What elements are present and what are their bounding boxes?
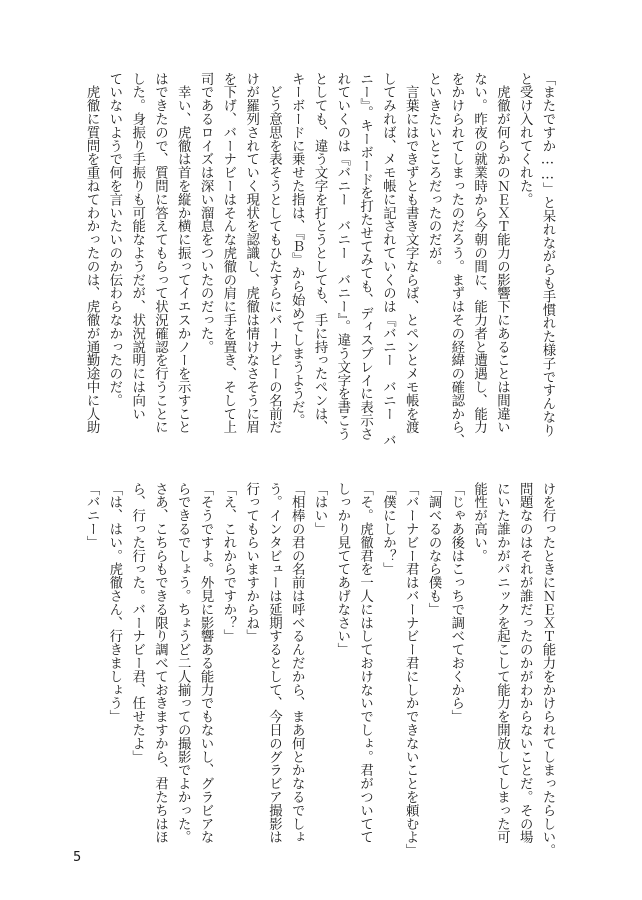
text-line: 「相棒の君の名前は呼べるんだから、まあ何とかなるでしょ [289,482,305,844]
text-line: 「バーナビー君はバーナビー君にしかできないことを頼むよ」 [403,482,419,858]
lower-text-column [82,482,558,858]
text-line: 「はい」 [312,482,328,536]
text-line: と受け入れてくれた。 [517,72,533,206]
text-line: けを行ったときにＮＥＸＴ能力をかけられてしまったらしい。 [540,482,555,858]
text-line: 「調べるのなら僕も」 [426,482,442,616]
text-line: しっかり見ててあげなさい」 [334,482,350,657]
text-line: 「え、これからですか？」 [220,482,236,643]
text-line: 能性が高い。 [471,482,487,563]
text-line: らできるでしょう。ちょうど二人揃っての撮影でよかった。 [175,482,191,844]
text-line: 虎徹が何らかのＮＥＸＴ能力の影響下にあることは間違い [494,72,510,434]
text-line: を下げ、バーナビーはそんな虎徹の肩に手を置き、そして上 [220,72,236,434]
text-line: といきたいところだったのだが。 [426,72,442,273]
text-line: ら、行った行った。バーナビー君、任せたよ」 [129,482,145,764]
text-line: 言葉にはできずとも書き文字ならば、とペンとメモ帳を渡 [403,72,419,434]
text-line: 問題なのはそれが誰だったのかがわからないことだ。その場 [517,482,533,844]
text-line: ていないようで何を言いたいのか伝わらなかったのだ。 [106,72,122,407]
text-line: れていくのは『バニー バニー バニー』。違う文字を書こう [334,72,350,441]
text-line: けが羅列されていく現状を認識し、虎徹は情けなさそうに眉 [243,72,259,434]
text-line: 「は、はい。虎徹さん、行きましょう」 [106,482,122,724]
text-line: してみれば、メモ帳に記されていくのは『バニー バニー バ [380,72,396,448]
text-line: 「そうですよ。外見に影響ある能力でもないし、グラビアな [198,482,214,844]
text-line: 行ってもらいますからね」 [243,482,259,643]
text-line: 「じゃあ後はこっちで調べておくから」 [448,482,464,724]
text-line: キーボードに乗せた指は、『Ｂ』から始めてしまうようだ。 [289,72,305,428]
text-line: 司であるロイズは深い溜息をついたのだった。 [198,72,214,354]
text-line: としても、違う文字を打とうとしても、手に持ったペンは、 [312,72,328,434]
text-line: にいた誰かがパニックを起こして能力を開放してしまった可 [494,482,510,844]
text-line: さあ、こちらもできる限り調べておきますから、君たちはほ [152,482,168,844]
text-line: した。身振り手振りも可能なようだが、状況説明には向い [129,72,145,421]
text-line: をかけられてしまったのだろう。まずはその経緯の確認から、 [448,72,464,448]
text-line: 幸い、虎徹は首を縦か横に振ってイエスかノーを示すこと [175,72,191,434]
text-line: ない。昨夜の就業時から今朝の間に、能力者と遭遇し、能力 [471,72,487,434]
text-line: はできたので、質問に答えてもらって状況確認を行うことに [152,72,168,434]
page-number: 5 [73,850,82,865]
text-line: 虎徹に質問を重ねてわかったのは、虎徹が通勤途中に人助 [84,72,100,434]
text-line: 「そ。虎徹君を一人にはしておけないでしょ。君がついてて [357,482,373,844]
upper-text-column [82,72,558,448]
text-line: ニー』。キーボードを打たせてみても、ディスプレイに表示さ [357,72,373,441]
text-line: う。インタビューは延期するとして、今日のグラビア撮影は [266,482,282,844]
text-line: 「バニー」 [84,482,100,549]
text-line: どう意思を表そうとしてもひたすらにバーナビーの名前だ [266,72,282,434]
text-line: 「またですか……」と呆れながらも手慣れた様子ですんなり [540,72,555,437]
text-line: 「僕にしか？」 [380,482,396,576]
